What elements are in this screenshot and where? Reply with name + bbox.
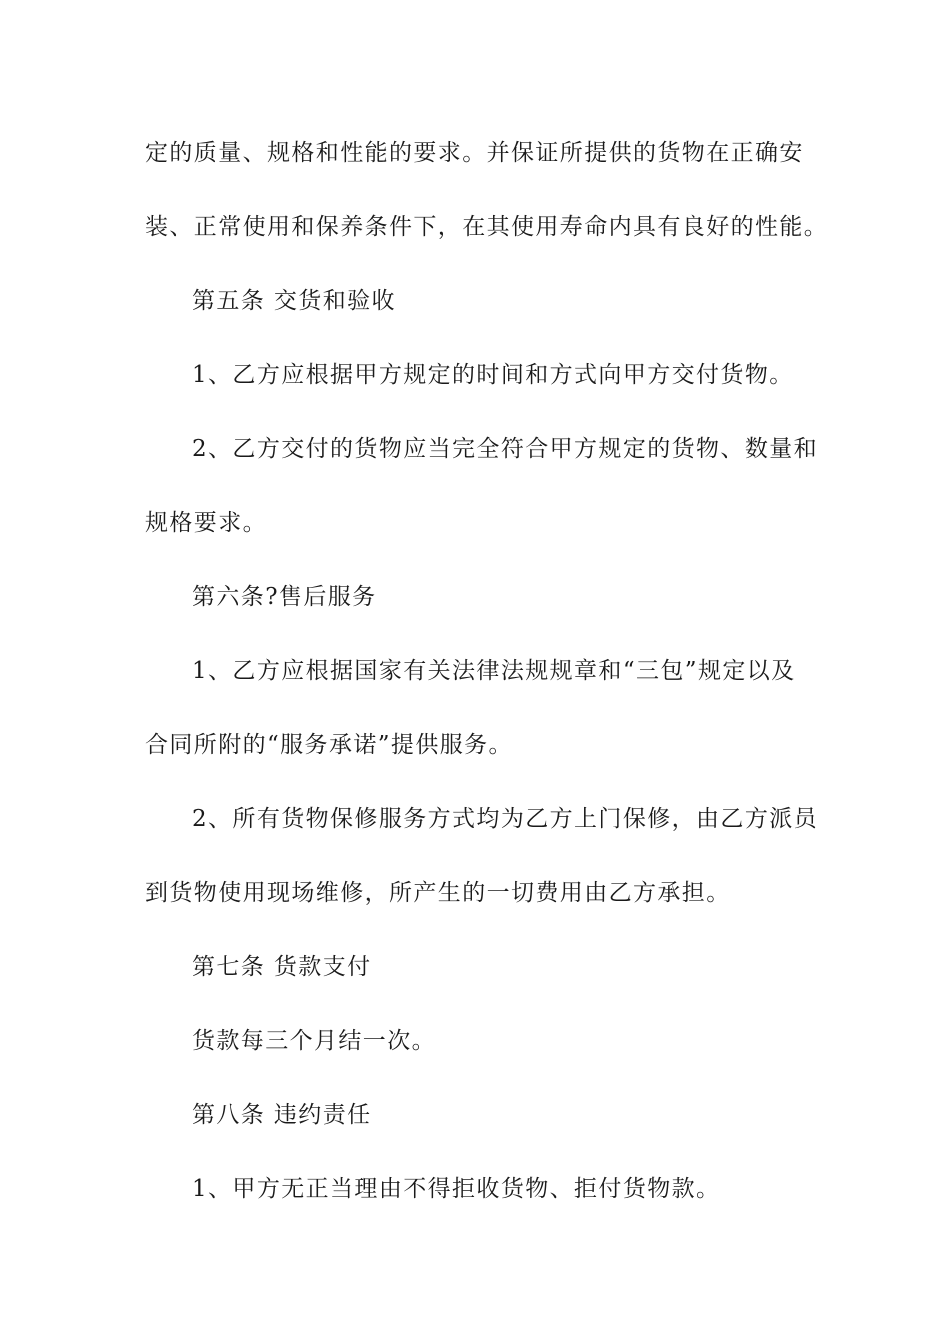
paragraph-line: 2、乙方交付的货物应当完全符合甲方规定的货物、数量和 [192,436,819,462]
section-heading: 第五条 交货和验收 [192,288,396,314]
section-heading: 第八条 违约责任 [192,1102,372,1128]
paragraph-line: 2、所有货物保修服务方式均为乙方上门保修，由乙方派员 [192,806,819,832]
paragraph-line: 装、正常使用和保养条件下，在其使用寿命内具有良好的性能。 [145,214,829,240]
section-heading: 第七条 货款支付 [192,954,372,980]
paragraph-line: 规格要求。 [145,510,267,536]
section-heading: 第六条?售后服务 [192,584,377,610]
paragraph-line: 到货物使用现场维修，所产生的一切费用由乙方承担。 [145,880,731,906]
paragraph-line: 1、乙方应根据甲方规定的时间和方式向甲方交付货物。 [192,362,794,388]
paragraph-line: 1、乙方应根据国家有关法律法规规章和“三包”规定以及 [192,658,796,684]
paragraph-line: 定的质量、规格和性能的要求。并保证所提供的货物在正确安 [145,140,804,166]
paragraph-line: 1、甲方无正当理由不得拒收货物、拒付货物款。 [192,1176,721,1202]
paragraph-line: 合同所附的“服务承诺”提供服务。 [145,732,513,758]
paragraph-line: 货款每三个月结一次。 [192,1028,436,1054]
